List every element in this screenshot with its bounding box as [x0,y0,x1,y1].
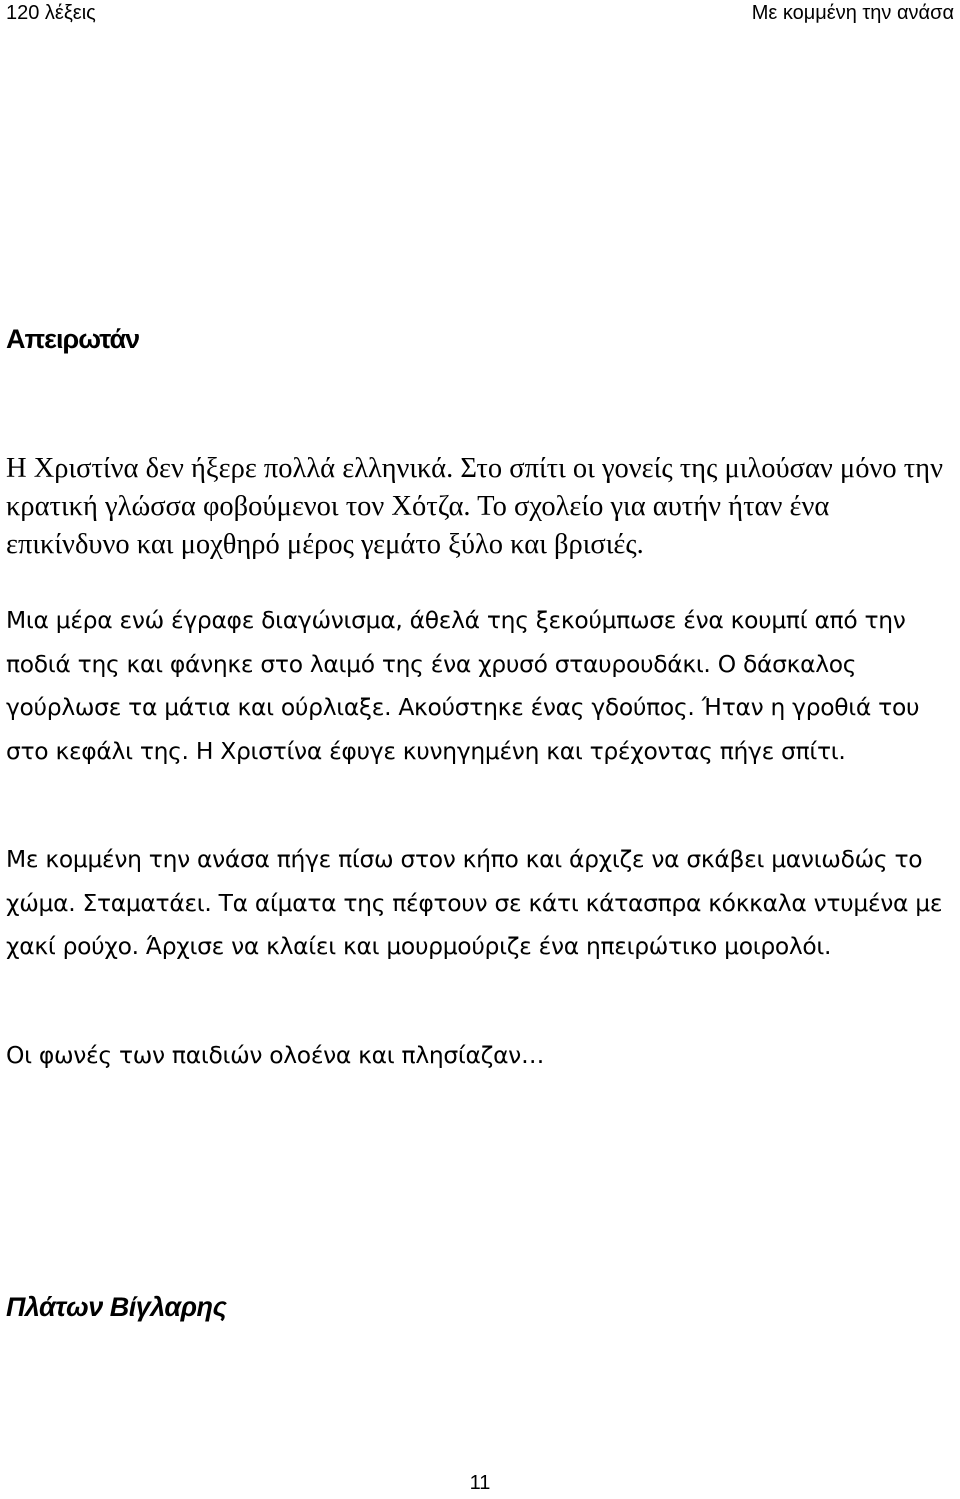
header-book-title: Με κομμένη την ανάσα [751,2,954,24]
story-paragraph-1: Η Χριστίνα δεν ήξερε πολλά ελληνικά. Στο σπίτι οι γονείς της μιλούσαν μόνο την κρατική γλώσσα φοβούμενοι τον Χότζα. Το σχολείο για αυτήν ήταν ένα επικίνδυνο και μοχθηρό μέρος γεμάτο ξύλο και βρισιές. [6,453,943,560]
story-title: Απειρωτάν [6,324,140,354]
story-paragraph-3: Με κομμένη την ανάσα πήγε πίσω στον κήπο και άρχιζε να σκάβει μανιωδώς το χώμα. Σταματάει. Τα αίματα της πέφτουν σε κάτι κάτασπρα κόκκαλα ντυμένα με χακί ρούχο. Άρχισε να κλαίει και μουρμούριζε ένα ηπειρώτικο μοιρολόι. [6,845,943,960]
page-number: 11 [469,1472,491,1494]
header-word-count: 120 λέξεις [6,2,96,24]
story-paragraph-4: Οι φωνές των παιδιών ολοένα και πλησίαζαν… [6,1041,545,1069]
story-paragraph-2: Μια μέρα ενώ έγραφε διαγώνισμα, άθελά της ξεκούμπωσε ένα κουμπί από την ποδιά της και φάνηκε στο λαιμό της ένα χρυσό σταυρουδάκι. Ο δάσκαλος γούρλωσε τα μάτια και ούρλιαξε. Ακούστηκε ένας γδούπος. Ήταν η γροθιά του στο κεφάλι της. Η Χριστίνα έφυγε κυνηγημένη και τρέχοντας πήγε σπίτι. [6,606,920,765]
story-author: Πλάτων Βίγλαρης [6,1292,227,1322]
